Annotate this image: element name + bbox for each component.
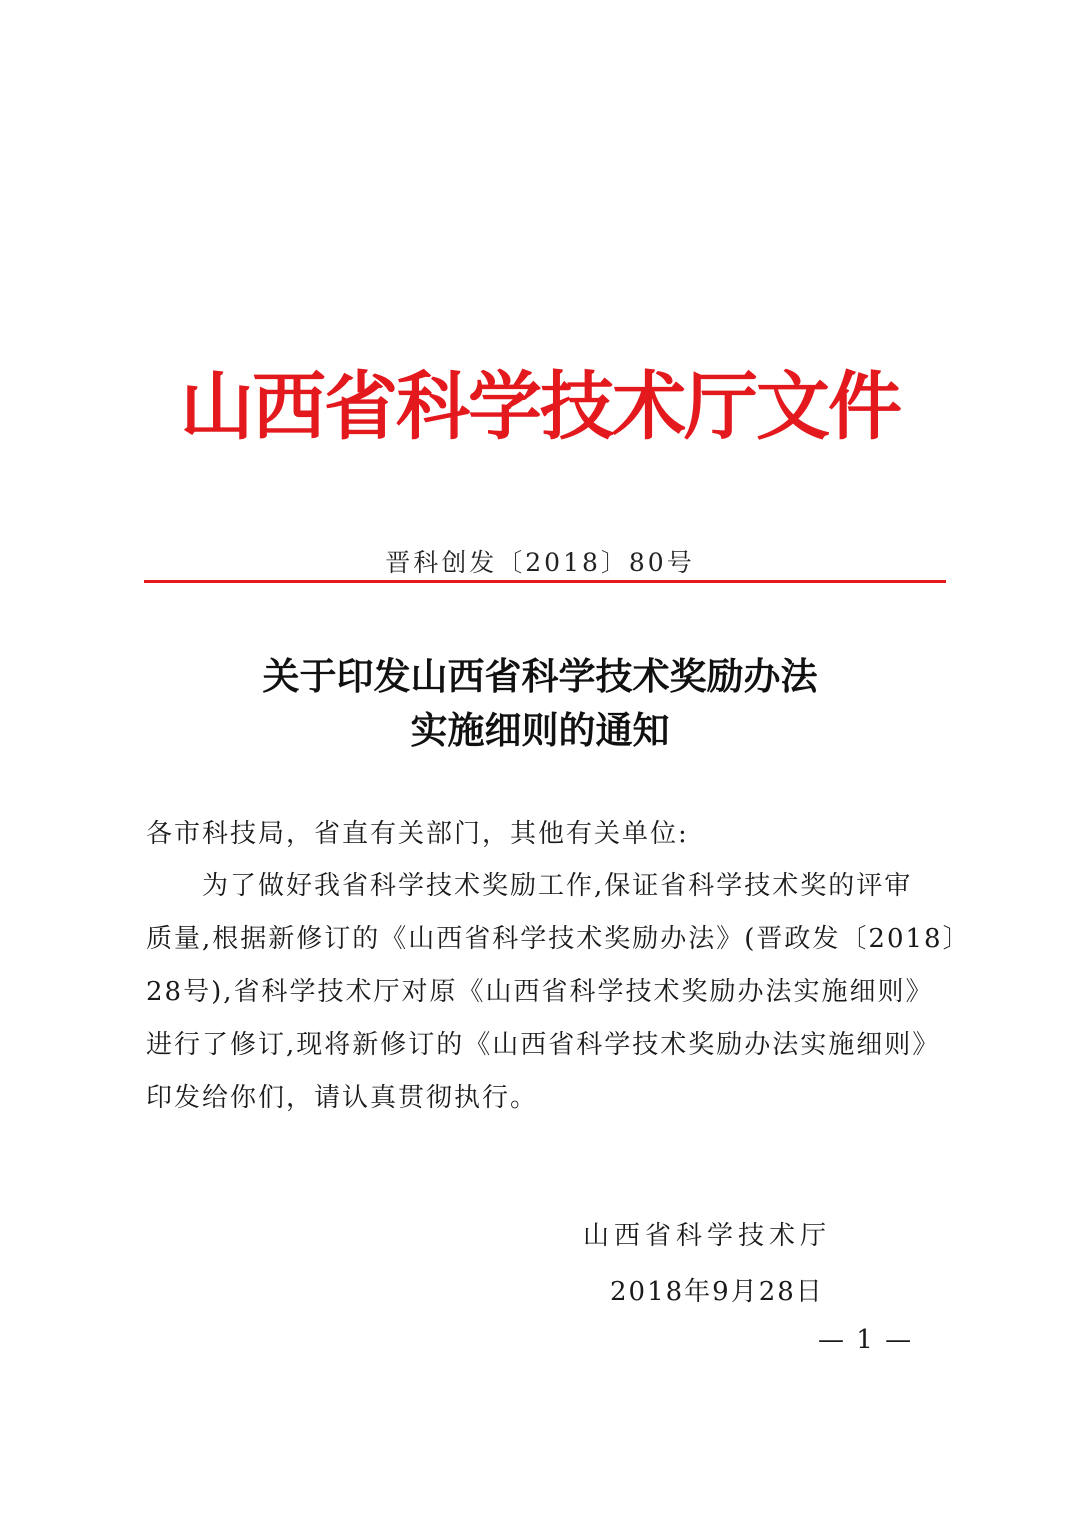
body-line: 进行了修订,现将新修订的《山西省科学技术奖励办法实施细则》 — [146, 1030, 941, 1060]
issuer-signature: 山西省科学技术厅 — [583, 1221, 832, 1251]
issue-date: 2018年9月28日 — [610, 1277, 824, 1307]
red-divider-line — [144, 580, 946, 583]
body-line: 印发给你们，请认真贯彻执行。 — [146, 1083, 539, 1113]
body-line: 质量,根据新修订的《山西省科学技术奖励办法》(晋政发〔2018〕 — [146, 924, 971, 954]
salutation: 各市科技局，省直有关部门，其他有关单位: — [146, 819, 689, 849]
document-number: 晋科创发〔2018〕80号 — [385, 548, 695, 577]
page-number: — 1 — — [818, 1325, 914, 1355]
masthead-title: 山西省科学技术厅文件 — [180, 364, 900, 450]
notice-title — [0, 650, 1080, 758]
body-line: 28号),省科学技术厅对原《山西省科学技术奖励办法实施细则》 — [146, 977, 934, 1007]
body-paragraph — [146, 866, 971, 1131]
notice-title-line-1: 关于印发山西省科学技术奖励办法 — [262, 655, 818, 698]
body-line: 为了做好我省科学技术奖励工作,保证省科学技术奖的评审 — [202, 871, 913, 901]
notice-title-line-2: 实施细则的通知 — [410, 709, 670, 752]
